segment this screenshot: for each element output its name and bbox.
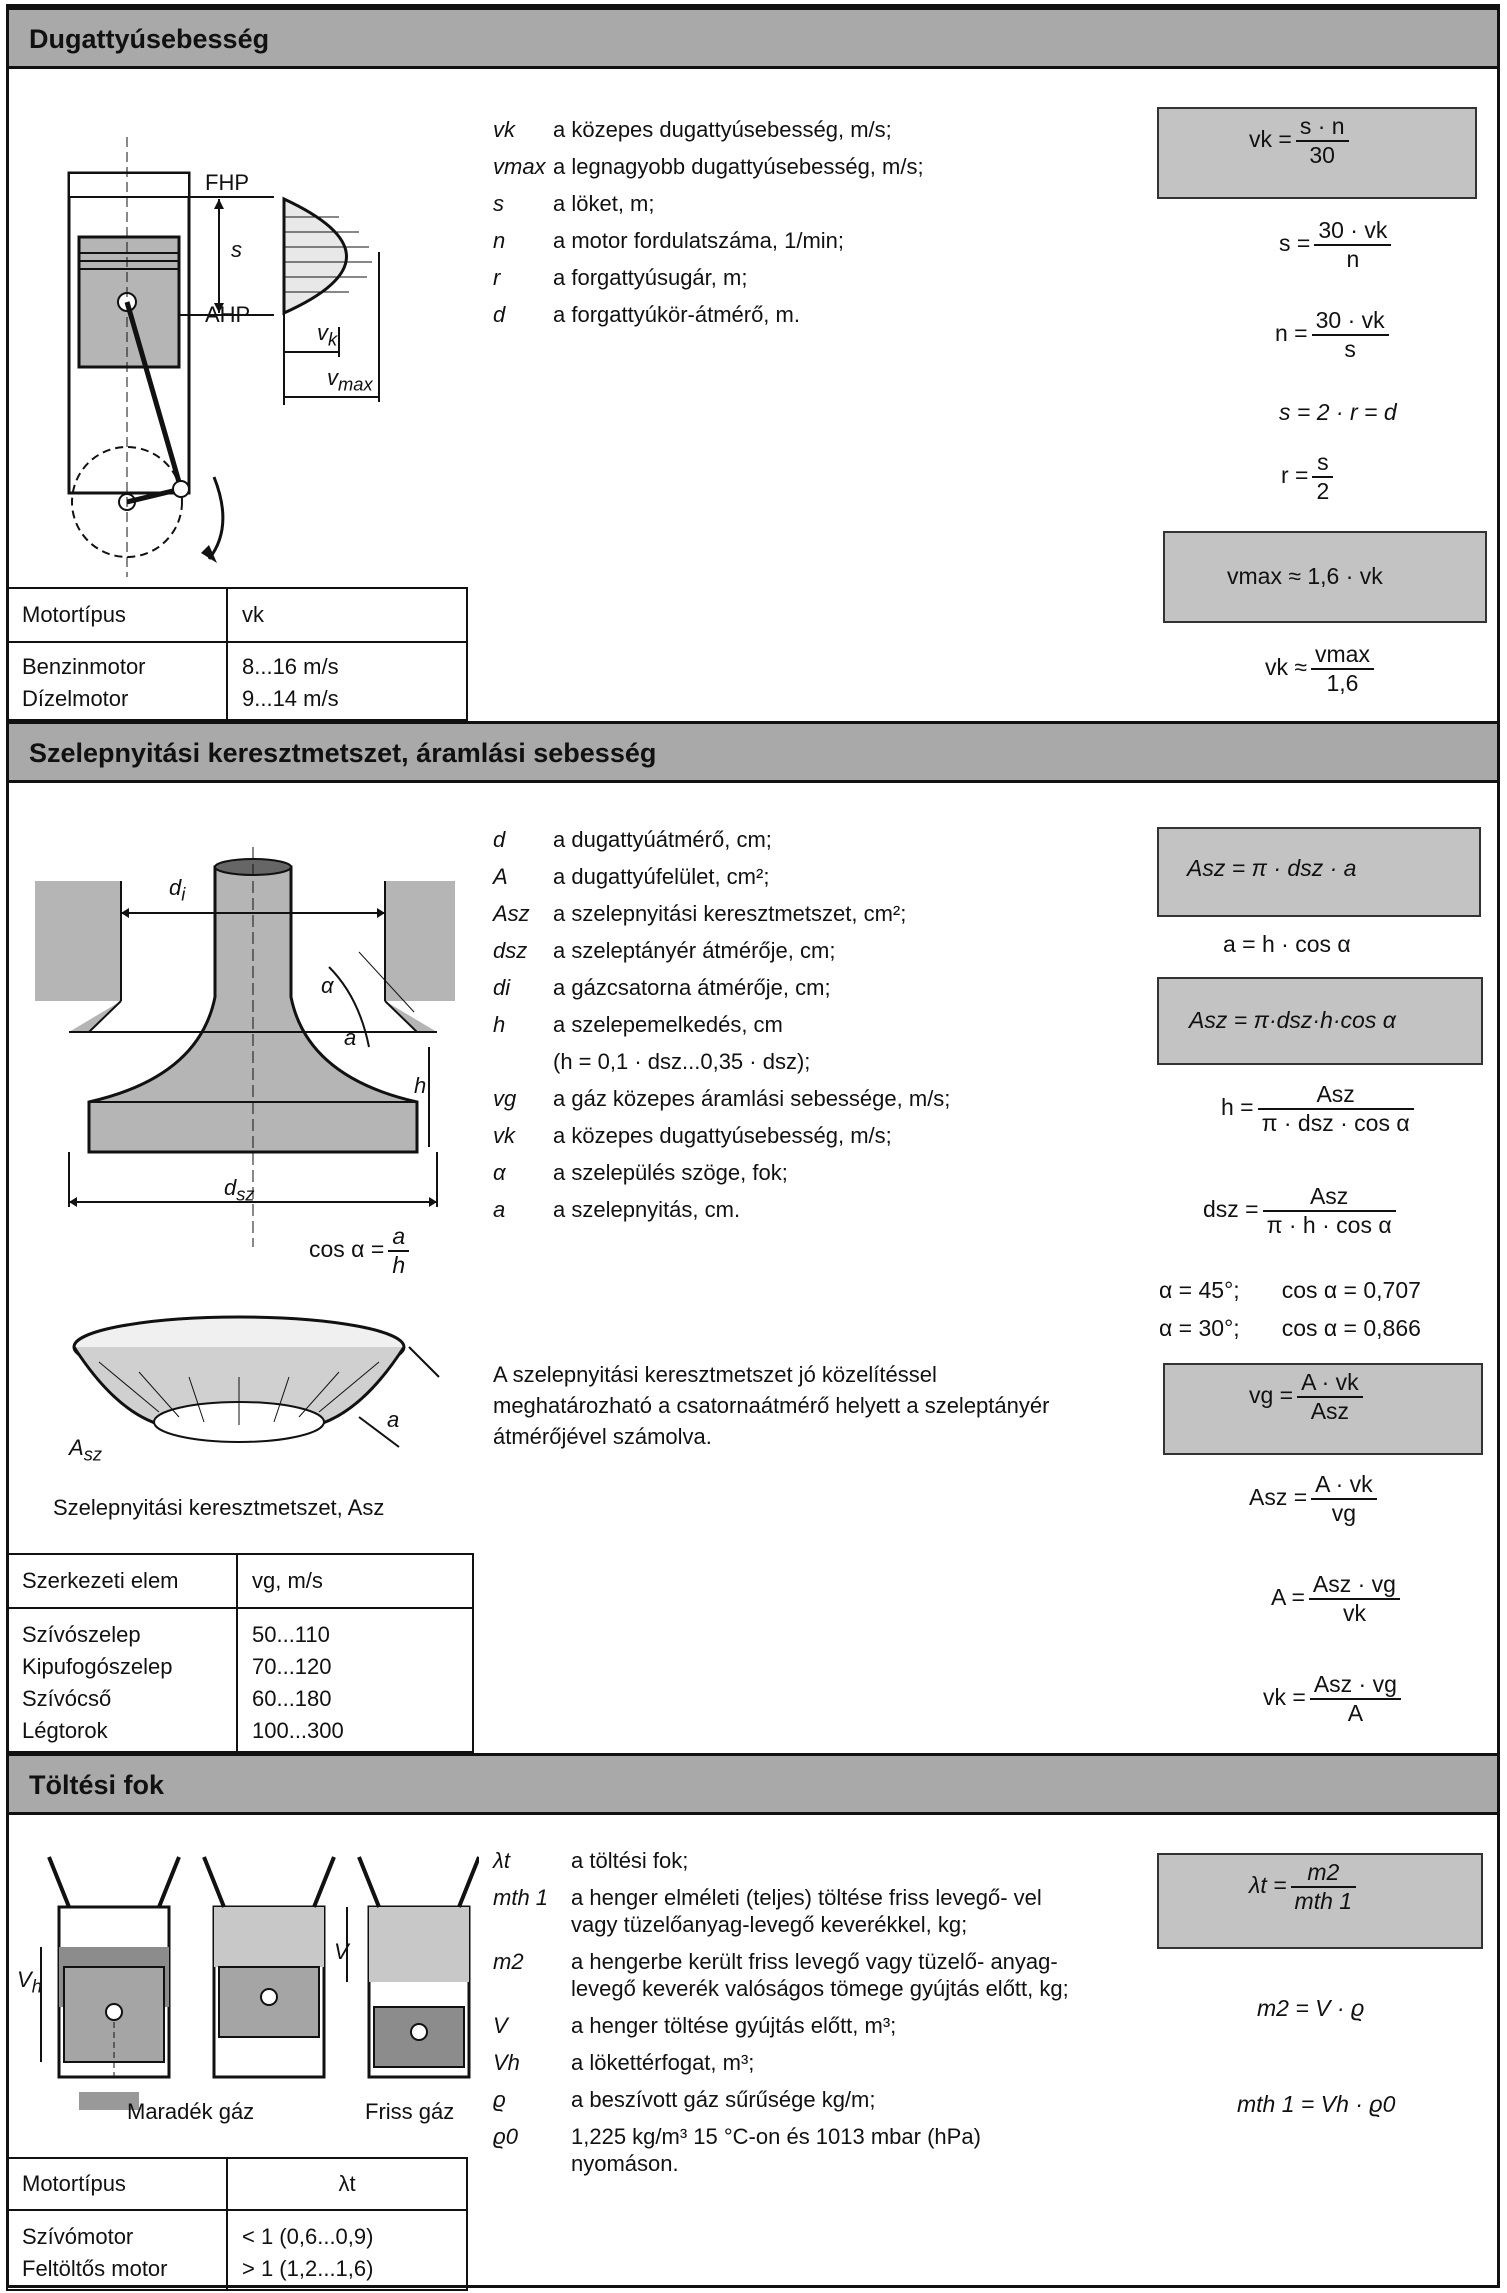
section-title-valve-opening: Szelepnyitási keresztmetszet, áramlási sebesség xyxy=(9,721,1497,783)
formula-h xyxy=(1221,1081,1418,1137)
legend-symbol: Vh xyxy=(493,2050,520,2075)
table-row: Kipufogószelep xyxy=(22,1654,173,1679)
legend-item xyxy=(493,895,1113,932)
legend-desc: a közepes dugattyúsebesség, m/s; xyxy=(553,1123,892,1148)
table-row: 60...180 xyxy=(252,1686,332,1711)
legend-desc: a legnagyobb dugattyúsebesség, m/s; xyxy=(553,154,924,179)
fraction-num: a xyxy=(388,1223,409,1252)
legend-item xyxy=(493,1043,1113,1080)
table-cell xyxy=(227,2210,467,2290)
fraction xyxy=(1291,1859,1357,1915)
fraction-den: 2 xyxy=(1316,478,1330,504)
fraction xyxy=(1263,1183,1396,1239)
legend-item xyxy=(493,1948,1093,2002)
fraction-den: h xyxy=(392,1252,406,1278)
table-row: 8...16 m/s xyxy=(242,654,339,679)
legend-symbol: mth 1 xyxy=(493,1885,549,1910)
fhp-label: FHP xyxy=(205,170,249,195)
legend-item xyxy=(493,932,1113,969)
legend-symbol xyxy=(493,1043,553,1080)
legend-symbol: d xyxy=(493,827,506,852)
di-label xyxy=(169,875,185,905)
asz-symbol: A xyxy=(69,1435,84,1460)
legend-desc: a közepes dugattyúsebesség, m/s; xyxy=(553,117,892,142)
fraction-num: s · n xyxy=(1296,113,1349,142)
table-header: Motortípus xyxy=(7,588,227,642)
formula-m2: m2 = V · ϱ xyxy=(1257,1995,1365,2021)
vmax-diagram-symbol: v xyxy=(327,365,338,390)
table-row: 100...300 xyxy=(252,1718,344,1743)
fraction xyxy=(1311,1471,1377,1527)
legend-item xyxy=(493,296,1133,333)
valve-note: A szelepnyitási keresztmetszet jó közelítéssel meghatározható a csatornaátmérő helyett a szeleptányér átmérőjével számolva. xyxy=(493,1362,1050,1449)
fraction-den: mth 1 xyxy=(1294,1888,1353,1914)
legend-desc: a szelepemelkedés, cm xyxy=(553,1012,783,1037)
formula-s-2r: s = 2 · r = d xyxy=(1279,399,1397,425)
table-cell xyxy=(7,642,227,720)
formula-vk-approx xyxy=(1265,641,1378,697)
legend-item xyxy=(493,222,1133,259)
table-engine-type-vk xyxy=(6,587,468,721)
fraction xyxy=(1297,1369,1363,1425)
formula-lhs: vk = xyxy=(1249,126,1292,153)
fraction-den: s xyxy=(1344,336,1356,362)
formula-A xyxy=(1271,1571,1404,1627)
legend-piston-speed xyxy=(493,111,1133,333)
legend-desc: a szeleptányér átmérője, cm; xyxy=(553,938,836,963)
table-component-vg xyxy=(6,1553,474,1753)
formula-lhs: dsz = xyxy=(1203,1196,1259,1223)
fraction-den: Asz xyxy=(1310,1398,1350,1424)
fraction-den: vg xyxy=(1331,1500,1357,1526)
fraction-num: A · vk xyxy=(1311,1471,1377,1500)
legend-symbol: λt xyxy=(493,1848,510,1873)
table-cell xyxy=(7,2210,227,2290)
legend-desc: 1,225 kg/m³ 15 °C-on és 1013 mbar (hPa) nyomáson. xyxy=(571,2124,981,2176)
dsz-label xyxy=(224,1175,255,1205)
fraction-num: s xyxy=(1312,449,1333,478)
fraction-den: A xyxy=(1347,1700,1364,1726)
formula-asz-h: Asz = π·dsz·h·cos α xyxy=(1189,1007,1396,1033)
fraction xyxy=(1314,217,1391,273)
fraction xyxy=(388,1223,409,1279)
legend-desc: a gázcsatorna átmérője, cm; xyxy=(553,975,831,1000)
legend-item xyxy=(493,1191,1113,1228)
ahp-label: AHP xyxy=(205,302,251,327)
fraction-den: n xyxy=(1346,246,1360,272)
legend-desc: a gáz közepes áramlási sebessége, m/s; xyxy=(553,1086,951,1111)
fraction xyxy=(1312,307,1389,363)
formula-lhs: vk ≈ xyxy=(1265,654,1308,681)
legend-desc: a forgattyúkör-átmérő, m. xyxy=(553,302,800,327)
vh-sub: h xyxy=(31,1975,42,1997)
table-header: Szerkezeti elem xyxy=(7,1554,237,1608)
legend-item xyxy=(493,259,1133,296)
formula-lhs: A = xyxy=(1271,1584,1305,1611)
vk-diagram-label xyxy=(317,320,337,350)
vmax-diagram-label xyxy=(327,365,373,395)
table-row: 70...120 xyxy=(252,1654,332,1679)
fraction xyxy=(1311,641,1374,697)
legend-item xyxy=(493,2012,1093,2039)
fraction-num: Asz · vg xyxy=(1309,1571,1400,1600)
legend-desc: a löket, m; xyxy=(553,191,655,216)
formula-dsz xyxy=(1203,1183,1400,1239)
stroke-label: s xyxy=(231,237,242,262)
formula-part: α = 45°; xyxy=(1159,1277,1240,1303)
formula-r xyxy=(1281,449,1337,505)
legend-desc: a lökettérfogat, m³; xyxy=(571,2050,755,2075)
legend-symbol: ϱ0 xyxy=(493,2124,518,2149)
table-row: > 1 (1,2...1,6) xyxy=(242,2256,374,2281)
table-row: Szívócső xyxy=(22,1686,112,1711)
legend-desc: a szelepülés szöge, fok; xyxy=(553,1160,788,1185)
legend-symbol: h xyxy=(493,1012,506,1037)
fraction-den: π · dsz · cos α xyxy=(1261,1110,1410,1136)
legend-valve xyxy=(493,821,1113,1228)
table-cell xyxy=(7,1608,237,1752)
legend-item xyxy=(493,1884,1093,1938)
legend-symbol: V xyxy=(493,2013,508,2038)
formula-lhs: r = xyxy=(1281,462,1309,489)
legend-symbol: r xyxy=(493,265,501,290)
legend-symbol: d xyxy=(493,302,506,327)
v-label: V xyxy=(334,1939,349,1964)
dsz-symbol: d xyxy=(224,1175,237,1200)
table-header: vg, m/s xyxy=(237,1554,473,1608)
formula-mth1: mth 1 = Vh · ϱ0 xyxy=(1237,2091,1396,2117)
table-cell xyxy=(227,642,467,720)
legend-item xyxy=(493,1080,1113,1117)
fraction-num: Asz · vg xyxy=(1310,1671,1401,1700)
dsz-sub: sz xyxy=(236,1183,255,1205)
legend-symbol: a xyxy=(493,1197,506,1222)
formula-part: cos α = 0,707 xyxy=(1281,1277,1421,1303)
fraction-num: Asz xyxy=(1258,1081,1414,1110)
table-row: Szívószelep xyxy=(22,1622,141,1647)
legend-desc: a forgattyúsugár, m; xyxy=(553,265,748,290)
vh-symbol: V xyxy=(17,1967,32,1992)
formula-asz: Asz = π · dsz · a xyxy=(1187,855,1357,881)
legend-symbol: vg xyxy=(493,1086,517,1111)
table-row: Benzinmotor xyxy=(22,654,146,679)
formula-alpha-45 xyxy=(1159,1277,1421,1304)
fraction-num: vmax xyxy=(1311,641,1374,670)
legend-symbol: ϱ xyxy=(493,2087,506,2112)
fraction xyxy=(1296,113,1349,169)
vk-diagram-sub: k xyxy=(328,328,338,350)
legend-desc: a töltési fok; xyxy=(571,1848,689,1873)
legend-item xyxy=(493,969,1113,1006)
legend-item xyxy=(493,1006,1113,1043)
h-label: h xyxy=(414,1073,427,1098)
formula-lhs: vg = xyxy=(1249,1382,1294,1409)
fraction-den: π · h · cos α xyxy=(1266,1212,1392,1238)
legend-symbol: di xyxy=(493,975,511,1000)
fraction xyxy=(1309,1571,1400,1627)
legend-item xyxy=(493,2049,1093,2076)
alpha-label: α xyxy=(321,973,334,998)
table-header: λt xyxy=(227,2158,467,2210)
formula-asz-2 xyxy=(1249,1471,1381,1527)
legend-item xyxy=(493,185,1133,222)
legend-desc: a dugattyúfelület, cm²; xyxy=(553,864,770,889)
formula-n xyxy=(1275,307,1393,363)
fraction-num: 30 · vk xyxy=(1312,307,1389,336)
valve-cone-diagram xyxy=(59,1307,459,1467)
legend-item xyxy=(493,111,1133,148)
table-row: Dízelmotor xyxy=(22,686,129,711)
table-header: Motortípus xyxy=(7,2158,227,2210)
formula-lhs: vk = xyxy=(1263,1684,1306,1711)
legend-symbol: n xyxy=(493,228,506,253)
fraction-den: 30 xyxy=(1309,142,1335,168)
legend-symbol: α xyxy=(493,1160,506,1185)
legend-symbol: Asz xyxy=(493,901,530,926)
fraction-num: 30 · vk xyxy=(1314,217,1391,246)
fraction-num: Asz xyxy=(1263,1183,1396,1212)
legend-desc: (h = 0,1 · dsz...0,35 · dsz); xyxy=(553,1049,811,1074)
table-row: Szívómotor xyxy=(22,2224,134,2249)
formula-lhs: s = xyxy=(1279,230,1311,257)
table-row: 50...110 xyxy=(252,1622,330,1647)
fraction xyxy=(1312,449,1333,505)
section-title-piston-speed: Dugattyúsebesség xyxy=(9,7,1497,69)
legend-item xyxy=(493,148,1133,185)
section-title-charging: Töltési fok xyxy=(9,1753,1497,1815)
table-header: vk xyxy=(227,588,467,642)
cone-a-label: a xyxy=(387,1407,400,1432)
legend-desc: a szelepnyitási keresztmetszet, cm²; xyxy=(553,901,907,926)
vk-diagram-symbol: v xyxy=(317,320,328,345)
formula-lhs: n = xyxy=(1275,320,1308,347)
legend-symbol: m2 xyxy=(493,1949,524,1974)
formula-vk-2 xyxy=(1263,1671,1405,1727)
formula-vg xyxy=(1249,1369,1367,1425)
legend-item xyxy=(493,1154,1113,1191)
formula-alpha-30 xyxy=(1159,1315,1421,1342)
table-row: < 1 (0,6...0,9) xyxy=(242,2224,374,2249)
asz-sub: sz xyxy=(83,1443,103,1465)
legend-desc: a dugattyúátmérő, cm; xyxy=(553,827,772,852)
fraction-num: A · vk xyxy=(1297,1369,1363,1398)
formula-part: α = 30°; xyxy=(1159,1315,1240,1341)
legend-item xyxy=(493,858,1113,895)
legend-symbol: s xyxy=(493,191,504,216)
formula-lhs: λt = xyxy=(1249,1872,1287,1899)
legend-charging xyxy=(493,1847,1093,2177)
formula-lhs: h = xyxy=(1221,1094,1254,1121)
legend-desc: a szelepnyitás, cm. xyxy=(553,1197,741,1222)
formula-lambda xyxy=(1249,1859,1360,1915)
formula-lhs: cos α = xyxy=(309,1236,385,1263)
legend-item xyxy=(493,821,1113,858)
legend-desc: a motor fordulatszáma, 1/min; xyxy=(553,228,845,253)
formula-s xyxy=(1279,217,1395,273)
formula-lhs: Asz = xyxy=(1249,1484,1308,1511)
fraction xyxy=(1310,1671,1401,1727)
table-row: 9...14 m/s xyxy=(242,686,339,711)
page-frame xyxy=(6,4,1500,2288)
formula-vk xyxy=(1249,113,1353,169)
vh-label xyxy=(17,1967,42,1997)
fraction-num: m2 xyxy=(1291,1859,1357,1888)
formula-a: a = h · cos α xyxy=(1223,931,1351,957)
fresh-gas-label: Friss gáz xyxy=(365,2099,455,2124)
di-sub: i xyxy=(181,883,186,905)
legend-desc: a hengerbe került friss levegő vagy tüzelő- anyag-levegő keverék valóságos tömege gyújtás előtt, kg; xyxy=(571,1949,1069,2001)
a-label: a xyxy=(344,1025,357,1050)
table-row: Feltöltős motor xyxy=(22,2256,168,2281)
legend-item xyxy=(493,1117,1113,1154)
legend-symbol: vk xyxy=(493,117,515,142)
formula-vmax: vmax ≈ 1,6 · vk xyxy=(1227,563,1383,589)
formula-part: cos α = 0,866 xyxy=(1281,1315,1421,1341)
legend-symbol: vk xyxy=(493,1123,515,1148)
legend-symbol: vmax xyxy=(493,154,546,179)
legend-desc: a beszívott gáz sűrűsége kg/m; xyxy=(571,2087,876,2112)
fraction-den: 1,6 xyxy=(1326,670,1359,696)
asz-label xyxy=(69,1435,102,1465)
table-engine-type-lambda xyxy=(6,2157,468,2291)
legend-desc: a henger elméleti (teljes) töltése friss levegő- vel vagy tüzelőanyag-levegő keverékkel, kg; xyxy=(571,1885,1042,1937)
residual-gas-label: Maradék gáz xyxy=(127,2099,255,2124)
table-row: Légtorok xyxy=(22,1718,108,1743)
legend-symbol: dsz xyxy=(493,938,528,963)
fraction xyxy=(1258,1081,1414,1137)
cylinder-charge-diagram xyxy=(29,1847,479,2117)
table-cell xyxy=(237,1608,473,1752)
formula-cos-alpha xyxy=(309,1223,413,1279)
legend-symbol: A xyxy=(493,864,508,889)
legend-item xyxy=(493,1847,1093,1874)
vmax-diagram-sub: max xyxy=(338,373,373,395)
legend-item xyxy=(493,2086,1093,2113)
fraction-den: vk xyxy=(1342,1600,1366,1626)
cone-caption: Szelepnyitási keresztmetszet, Asz xyxy=(53,1495,385,1520)
legend-desc: a henger töltése gyújtás előtt, m³; xyxy=(571,2013,897,2038)
di-symbol: d xyxy=(169,875,182,900)
legend-item xyxy=(493,2123,1093,2177)
